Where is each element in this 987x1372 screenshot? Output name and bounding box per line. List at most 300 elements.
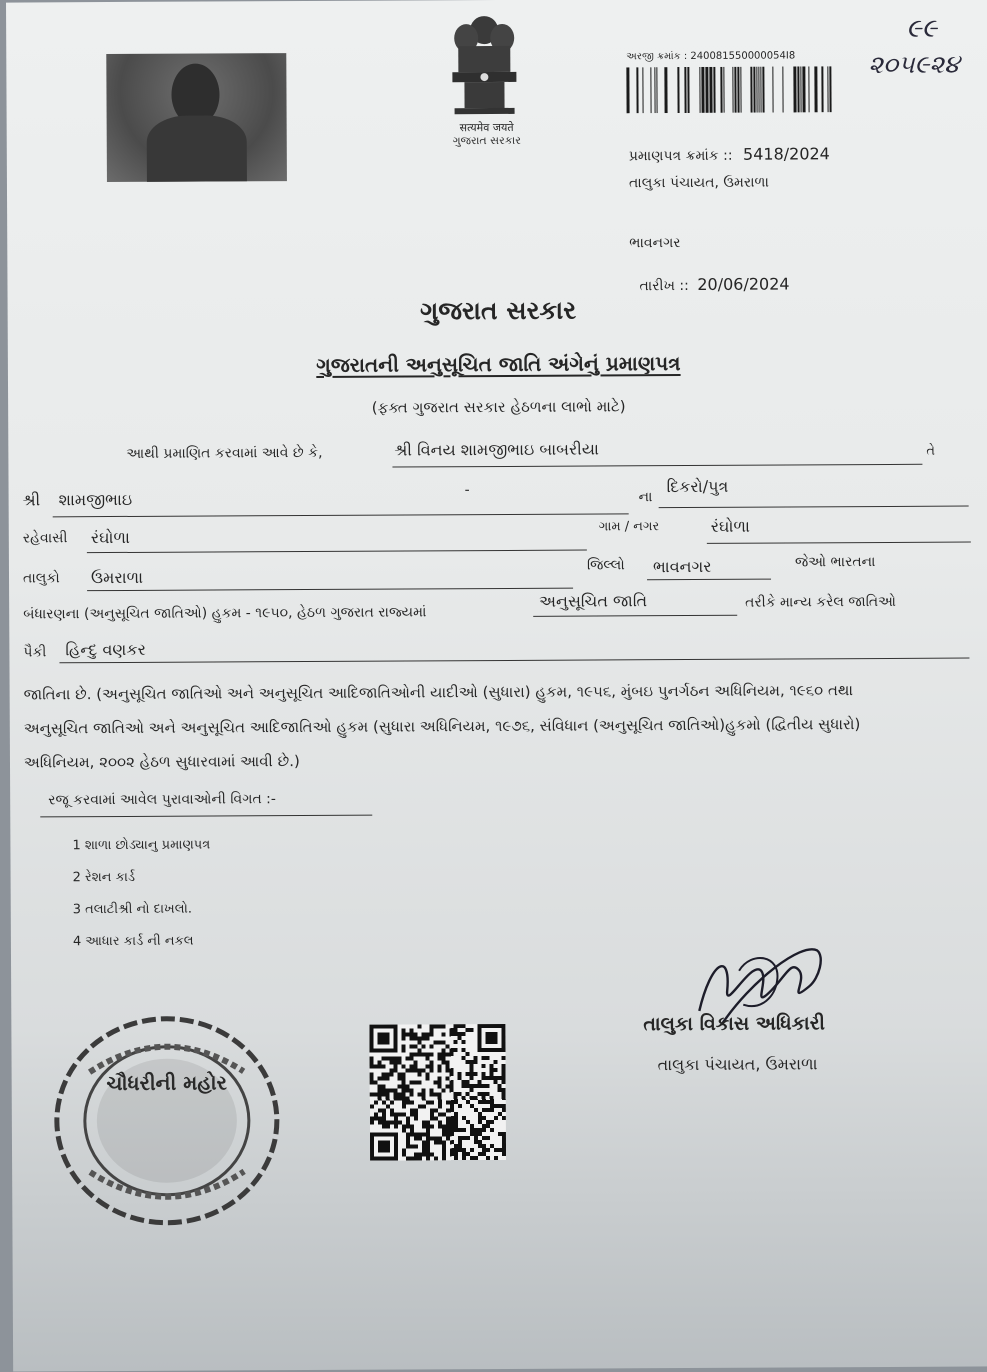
qr-module — [390, 1069, 394, 1073]
certificate-date-label: તારીખ :: — [639, 277, 689, 295]
qr-module — [398, 1113, 402, 1117]
qr-module — [382, 1077, 386, 1081]
qr-module — [458, 1104, 462, 1108]
qr-module — [394, 1061, 398, 1065]
qr-module — [454, 1152, 458, 1156]
qr-module — [462, 1096, 466, 1100]
te-label: તે — [926, 443, 936, 459]
qr-module — [386, 1125, 390, 1129]
qr-module — [374, 1081, 378, 1085]
qr-module — [382, 1065, 386, 1069]
qr-module — [450, 1152, 454, 1156]
qr-module — [426, 1140, 430, 1144]
qr-module — [418, 1052, 422, 1056]
qr-module — [425, 1032, 429, 1036]
qr-module — [378, 1097, 382, 1101]
qr-module — [426, 1124, 430, 1128]
qr-module — [486, 1148, 490, 1152]
qr-module — [414, 1052, 418, 1056]
qr-module — [410, 1092, 414, 1096]
barcode-bar — [677, 67, 679, 113]
qr-module — [422, 1132, 426, 1136]
qr-module — [450, 1084, 454, 1088]
qr-code — [369, 1024, 506, 1161]
barcode-bar — [699, 67, 700, 113]
qr-module — [490, 1096, 494, 1100]
qr-module — [438, 1104, 442, 1108]
qr-module — [438, 1136, 442, 1140]
qr-module — [482, 1092, 486, 1096]
qr-module — [442, 1056, 446, 1060]
qr-module — [490, 1076, 494, 1080]
qr-module — [446, 1084, 450, 1088]
qr-module — [458, 1148, 462, 1152]
qr-module — [478, 1140, 482, 1144]
qr-module — [417, 1024, 421, 1028]
qr-module — [394, 1089, 398, 1093]
qr-module — [498, 1088, 502, 1092]
qr-module — [474, 1056, 478, 1060]
shri-label: શ્રી — [22, 490, 41, 510]
qr-module — [434, 1140, 438, 1144]
qr-module — [382, 1113, 386, 1117]
qr-module — [486, 1120, 490, 1124]
qr-module — [401, 1044, 405, 1048]
qr-module — [398, 1073, 402, 1077]
qr-module — [394, 1117, 398, 1121]
qr-module — [378, 1077, 382, 1081]
relation-underline — [659, 506, 969, 509]
qr-module — [438, 1096, 442, 1100]
qr-module — [442, 1052, 446, 1056]
barcode-bar — [734, 67, 736, 113]
qr-module — [374, 1101, 378, 1105]
qr-module — [382, 1073, 386, 1077]
qr-module — [418, 1104, 422, 1108]
qr-module — [446, 1060, 450, 1064]
qr-module — [442, 1148, 446, 1152]
government-title: ગુજરાત સરકાર — [419, 295, 577, 326]
qr-module — [438, 1052, 442, 1056]
qr-module — [422, 1104, 426, 1108]
qr-module — [390, 1073, 394, 1077]
qr-module — [482, 1064, 486, 1068]
qr-module — [486, 1056, 490, 1060]
qr-module — [474, 1156, 478, 1160]
qr-module — [413, 1044, 417, 1048]
qr-finder-core — [378, 1141, 390, 1153]
qr-module — [466, 1052, 470, 1056]
qr-module — [426, 1100, 430, 1104]
qr-module — [441, 1048, 445, 1052]
village-value: રંઘોળા — [710, 516, 750, 536]
qr-module — [406, 1068, 410, 1072]
qr-module — [449, 1032, 453, 1036]
qr-module — [502, 1140, 506, 1144]
qr-module — [410, 1064, 414, 1068]
qr-module — [401, 1028, 405, 1032]
qr-module — [474, 1132, 478, 1136]
qr-module — [457, 1036, 461, 1040]
qr-module — [406, 1096, 410, 1100]
qr-module — [406, 1084, 410, 1088]
qr-module — [382, 1089, 386, 1093]
qr-module — [402, 1072, 406, 1076]
father-name: શામજીભાઇ — [58, 489, 133, 510]
caste-underline — [59, 658, 969, 664]
qr-module — [474, 1128, 478, 1132]
category-underline — [533, 615, 737, 617]
qr-module — [422, 1052, 426, 1056]
qr-module — [482, 1056, 486, 1060]
qr-module — [502, 1096, 506, 1100]
barcode-bar — [732, 67, 733, 113]
qr-module — [430, 1068, 434, 1072]
qr-module — [478, 1132, 482, 1136]
barcode-bar — [756, 67, 757, 113]
qr-module — [446, 1108, 450, 1112]
qr-module — [402, 1148, 406, 1152]
qr-module — [482, 1116, 486, 1120]
qr-module — [437, 1040, 441, 1044]
barcode-bar — [709, 67, 712, 113]
qr-module — [438, 1084, 442, 1088]
qr-module — [494, 1076, 498, 1080]
qr-module — [474, 1060, 478, 1064]
qr-module — [502, 1080, 506, 1084]
qr-module — [370, 1057, 374, 1061]
qr-module — [470, 1068, 474, 1072]
qr-module — [470, 1148, 474, 1152]
qr-module — [430, 1136, 434, 1140]
applicant-photo — [106, 53, 287, 182]
qr-module — [502, 1148, 506, 1152]
qr-module — [406, 1056, 410, 1060]
relation-value: દિકરો/પુત્ર — [666, 476, 729, 497]
qr-module — [474, 1084, 478, 1088]
qr-module — [426, 1056, 430, 1060]
qr-module — [434, 1108, 438, 1112]
qr-module — [418, 1152, 422, 1156]
qr-module — [374, 1093, 378, 1097]
qr-module — [430, 1124, 434, 1128]
qr-module — [442, 1152, 446, 1156]
qr-module — [401, 1036, 405, 1040]
qr-module — [418, 1068, 422, 1072]
qr-module — [453, 1040, 457, 1044]
qr-module — [470, 1076, 474, 1080]
qr-module — [454, 1128, 458, 1132]
qr-module — [370, 1073, 374, 1077]
qr-module — [382, 1117, 386, 1121]
qr-module — [378, 1061, 382, 1065]
qr-module — [382, 1093, 386, 1097]
qr-module — [426, 1072, 430, 1076]
qr-module — [390, 1061, 394, 1065]
legal-paragraph-line-2: અનુસૂચિત જાતિઓ અને અનુસૂચિત આદિજાતિઓ હુકમ (સુધારા અધિનિયમ, ૧૯૭૬, સંવિધાન (અનુસૂચિત જાતિઓ)હુકમો (દ્વિતીય સુધારો) — [23, 715, 861, 738]
resident-value: રંઘોળા — [90, 527, 130, 548]
qr-module — [470, 1156, 474, 1160]
qr-module — [410, 1052, 414, 1056]
qr-module — [486, 1136, 490, 1140]
qr-module — [470, 1072, 474, 1076]
qr-module — [502, 1092, 506, 1096]
qr-module — [478, 1092, 482, 1096]
qr-module — [450, 1072, 454, 1076]
qr-module — [466, 1152, 470, 1156]
qr-module — [414, 1064, 418, 1068]
qr-module — [402, 1064, 406, 1068]
qr-module — [490, 1128, 494, 1132]
qr-module — [446, 1068, 450, 1072]
qr-module — [490, 1072, 494, 1076]
qr-module — [486, 1076, 490, 1080]
qr-module — [430, 1100, 434, 1104]
qr-module — [453, 1048, 457, 1052]
qr-module — [434, 1080, 438, 1084]
qr-module — [410, 1108, 414, 1112]
qr-module — [457, 1032, 461, 1036]
qr-module — [410, 1068, 414, 1072]
qr-module — [426, 1132, 430, 1136]
qr-module — [478, 1152, 482, 1156]
qr-module — [434, 1092, 438, 1096]
qr-module — [386, 1097, 390, 1101]
qr-module — [422, 1092, 426, 1096]
qr-module — [426, 1128, 430, 1132]
qr-module — [386, 1121, 390, 1125]
qr-module — [426, 1076, 430, 1080]
qr-module — [390, 1089, 394, 1093]
qr-module — [458, 1072, 462, 1076]
barcode-bar — [821, 66, 823, 112]
issuing-district: ભાવનગર — [629, 235, 681, 252]
qr-module — [450, 1124, 454, 1128]
qr-module — [430, 1108, 434, 1112]
qr-module — [454, 1156, 458, 1160]
qr-module — [402, 1088, 406, 1092]
qr-module — [390, 1101, 394, 1105]
barcode-bar — [650, 67, 651, 113]
barcode-bar — [782, 66, 783, 112]
qr-module — [406, 1132, 410, 1136]
qr-module — [482, 1152, 486, 1156]
qr-module — [478, 1100, 482, 1104]
dash-mark: - — [464, 482, 470, 499]
qr-module — [418, 1072, 422, 1076]
qr-module — [410, 1156, 414, 1160]
qr-module — [453, 1028, 457, 1032]
qr-module — [461, 1032, 465, 1036]
qr-module — [426, 1136, 430, 1140]
barcode-bar — [772, 67, 773, 113]
qr-module — [402, 1104, 406, 1108]
qr-module — [450, 1120, 454, 1124]
qr-module — [502, 1064, 506, 1068]
qr-module — [482, 1100, 486, 1104]
qr-module — [482, 1148, 486, 1152]
qr-module — [430, 1112, 434, 1116]
qr-module — [490, 1068, 494, 1072]
barcode-bar — [701, 67, 704, 113]
qr-module — [470, 1060, 474, 1064]
qr-module — [430, 1064, 434, 1068]
qr-module — [438, 1080, 442, 1084]
village-underline — [707, 542, 971, 544]
qr-module — [502, 1152, 506, 1156]
barcode-bar — [723, 67, 724, 113]
qr-module — [406, 1136, 410, 1140]
emblem-caption: ગુજરાત સરકાર — [452, 133, 521, 148]
qr-module — [442, 1144, 446, 1148]
qr-module — [502, 1132, 506, 1136]
qr-module — [462, 1128, 466, 1132]
signatory-office: તાલુકા પંચાયત, ઉમરાળા — [657, 1054, 818, 1075]
qr-module — [446, 1100, 450, 1104]
qr-module — [474, 1140, 478, 1144]
qr-module — [394, 1069, 398, 1073]
qr-module — [494, 1068, 498, 1072]
qr-module — [434, 1136, 438, 1140]
qr-module — [417, 1036, 421, 1040]
qr-module — [450, 1140, 454, 1144]
photo-body-shape — [147, 115, 247, 182]
qr-module — [498, 1104, 502, 1108]
qr-module — [490, 1104, 494, 1108]
qr-module — [422, 1152, 426, 1156]
barcode-bar — [626, 67, 629, 113]
qr-module — [482, 1096, 486, 1100]
proof-item: 1 શાળા છોડ્યાનુ પ્રમાણપત્ર — [72, 837, 211, 854]
qr-module — [402, 1124, 406, 1128]
qr-module — [438, 1100, 442, 1104]
certificate-number — [629, 144, 830, 164]
qr-module — [418, 1136, 422, 1140]
qr-module — [438, 1120, 442, 1124]
proof-item: 3 તલાટીશ્રી નો દાખલો. — [72, 901, 192, 918]
qr-module — [494, 1156, 498, 1160]
qr-module — [418, 1132, 422, 1136]
qr-module — [469, 1028, 473, 1032]
barcode — [624, 66, 836, 113]
signatory-title: તાલુકા વિકાસ અધિકારી — [643, 1012, 825, 1036]
qr-module — [494, 1148, 498, 1152]
qr-module — [426, 1148, 430, 1152]
qr-module — [462, 1152, 466, 1156]
applicant-name-underline — [392, 464, 922, 468]
qr-module — [502, 1136, 506, 1140]
qr-module — [450, 1104, 454, 1108]
qr-module — [470, 1064, 474, 1068]
qr-module — [441, 1032, 445, 1036]
constitution-text: બંધારણના (અનુસૂચિત જાતિઓ) હુકમ - ૧૯૫૦, હેઠળ ગુજરાત રાજ્યમાં — [23, 604, 427, 623]
qr-module — [486, 1124, 490, 1128]
barcode-bar — [687, 67, 689, 113]
qr-module — [422, 1144, 426, 1148]
barcode-bar — [753, 67, 755, 113]
emblem-motto: सत्यमेव जयते — [459, 120, 514, 135]
qr-module — [449, 1048, 453, 1052]
qr-module — [438, 1076, 442, 1080]
qr-module — [402, 1128, 406, 1132]
qr-module — [490, 1108, 494, 1112]
qr-module — [418, 1092, 422, 1096]
qr-module — [426, 1120, 430, 1124]
qr-module — [430, 1060, 434, 1064]
qr-module — [378, 1089, 382, 1093]
qr-module — [461, 1048, 465, 1052]
qr-module — [386, 1057, 390, 1061]
qr-module — [413, 1036, 417, 1040]
qr-module — [466, 1080, 470, 1084]
qr-module — [502, 1068, 506, 1072]
qr-module — [378, 1109, 382, 1113]
qr-module — [378, 1117, 382, 1121]
qr-module — [398, 1077, 402, 1081]
qr-module — [426, 1156, 430, 1160]
handwritten-number: ૯૯ — [906, 13, 938, 44]
qr-module — [394, 1093, 398, 1097]
qr-module — [498, 1112, 502, 1116]
qr-module — [446, 1120, 450, 1124]
qr-module — [414, 1060, 418, 1064]
qr-module — [474, 1108, 478, 1112]
qr-module — [414, 1116, 418, 1120]
qr-module — [462, 1116, 466, 1120]
qr-module — [410, 1112, 414, 1116]
qr-module — [498, 1084, 502, 1088]
qr-module — [401, 1048, 405, 1052]
qr-module — [466, 1072, 470, 1076]
qr-module — [422, 1124, 426, 1128]
qr-module — [402, 1076, 406, 1080]
qr-module — [382, 1125, 386, 1129]
qr-module — [386, 1077, 390, 1081]
certificate-title: ગુજરાતની અનુસૂચિત જાતિ અંગેનું પ્રમાણપત્ર — [316, 351, 681, 377]
qr-module — [402, 1152, 406, 1156]
qr-module — [442, 1132, 446, 1136]
qr-module — [438, 1064, 442, 1068]
qr-module — [374, 1117, 378, 1121]
category-value: અનુસૂચિત જાતિ — [539, 591, 648, 611]
qr-module — [498, 1148, 502, 1152]
qr-module — [370, 1077, 374, 1081]
qr-module — [461, 1040, 465, 1044]
qr-module — [418, 1080, 422, 1084]
qr-module — [470, 1096, 474, 1100]
qr-module — [442, 1060, 446, 1064]
qr-module — [470, 1128, 474, 1132]
qr-module — [466, 1136, 470, 1140]
issuing-office: તાલુકા પંચાયત, ઉમરાળા — [628, 174, 769, 192]
qr-module — [498, 1132, 502, 1136]
qr-module — [429, 1028, 433, 1032]
applicant-name: શ્રી વિનય શામજીભાઇ બાબરીયા — [394, 439, 599, 460]
village-label: ગામ / નગર — [598, 519, 660, 535]
qr-module — [450, 1108, 454, 1112]
qr-module — [478, 1080, 482, 1084]
qr-module — [430, 1088, 434, 1092]
qr-module — [378, 1065, 382, 1069]
qr-module — [426, 1064, 430, 1068]
qr-module — [458, 1092, 462, 1096]
taluka-underline — [87, 588, 573, 592]
qr-module — [398, 1097, 402, 1101]
qr-module — [442, 1088, 446, 1092]
proofs-title: રજૂ કરવામાં આવેલ પુરાવાઓની વિગત :- — [48, 791, 276, 809]
proof-item: 2 રેશન કાર્ડ — [72, 869, 136, 886]
qr-module — [446, 1124, 450, 1128]
